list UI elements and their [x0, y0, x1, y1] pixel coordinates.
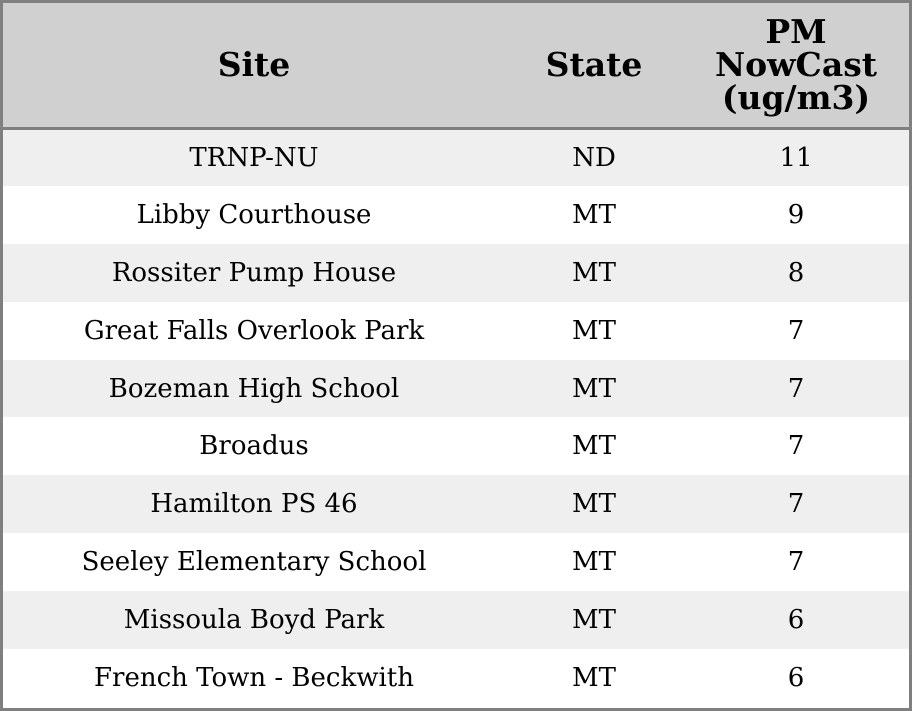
table-row [3, 533, 909, 591]
table-body [3, 128, 909, 707]
cell-pm: 6 [787, 662, 805, 693]
header-state-label: State [545, 45, 643, 85]
cell-state: MT [572, 489, 616, 520]
table-row [3, 591, 909, 649]
cell-pm: 9 [787, 199, 805, 230]
table-row [3, 186, 909, 244]
cell-pm: 7 [787, 431, 805, 462]
cell-site: Rossiter Pump House [111, 257, 397, 288]
cell-pm: 7 [787, 489, 805, 520]
table-row [3, 244, 909, 302]
header-pm-line-3: (ug/m3) [721, 78, 871, 118]
header-pm-nowcast [683, 3, 909, 128]
header-row [3, 3, 909, 128]
table-row [3, 649, 909, 707]
header-site-label: Site [217, 45, 291, 85]
table-header [3, 3, 909, 128]
cell-state: MT [572, 547, 616, 578]
cell-pm: 7 [787, 315, 805, 346]
table-row [3, 475, 909, 533]
cell-site: Seeley Elementary School [81, 547, 427, 578]
cell-pm: 7 [787, 547, 805, 578]
cell-state: ND [572, 142, 616, 173]
cell-pm: 7 [787, 373, 805, 404]
cell-pm: 11 [779, 142, 813, 173]
pm-nowcast-table [3, 3, 909, 707]
cell-site: Broadus [199, 431, 309, 462]
cell-site: Libby Courthouse [136, 199, 372, 230]
table-row [3, 302, 909, 360]
cell-state: MT [572, 605, 616, 636]
cell-site: French Town - Beckwith [93, 662, 415, 693]
header-pm-line-1: PM [765, 12, 827, 52]
cell-pm: 6 [787, 605, 805, 636]
table-row [3, 128, 909, 186]
cell-state: MT [572, 662, 616, 693]
cell-state: MT [572, 431, 616, 462]
cell-site: Hamilton PS 46 [150, 489, 358, 520]
cell-site: Bozeman High School [108, 373, 400, 404]
header-pm-line-2: NowCast [714, 45, 878, 85]
cell-site: Great Falls Overlook Park [83, 315, 425, 346]
table-row [3, 360, 909, 418]
cell-pm: 8 [787, 257, 805, 288]
cell-site: Missoula Boyd Park [123, 605, 385, 636]
table-row [3, 417, 909, 475]
cell-state: MT [572, 373, 616, 404]
cell-state: MT [572, 257, 616, 288]
cell-state: MT [572, 315, 616, 346]
cell-state: MT [572, 199, 616, 230]
header-site [3, 3, 505, 128]
header-state [505, 3, 683, 128]
cell-site: TRNP-NU [189, 142, 319, 173]
